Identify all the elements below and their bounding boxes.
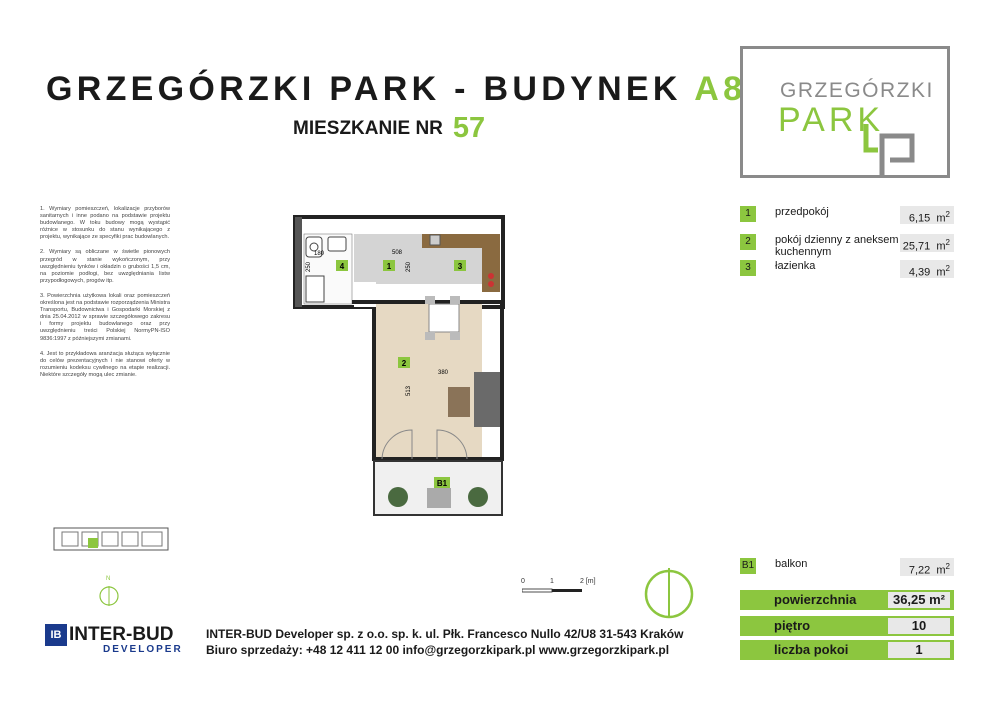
room-number: 1 [740,206,756,222]
stat-label: powierzchnia [774,592,857,607]
plan-label-4: 4 [339,262,345,271]
balcony-row [740,558,954,576]
stat-label: piętro [774,618,811,633]
room-area: 6,15 $m^2$ [900,206,954,224]
stat-value: 36,25 m² [888,592,950,608]
logo-line1: GRZEGÓRZKI [780,79,934,102]
logo-mark-icon [856,120,920,180]
title-text: GRZEGÓRZKI PARK - BUDYNEK [46,70,682,108]
subtitle-text: MIESZKANIE NR [293,118,443,139]
room-area: 4,39 $m^2$ [900,260,954,278]
ib-logo-box: IB [45,624,67,646]
note-2: 2. Wymiary są obliczane w świetle pionowych przegród w stanie wykończonym, przy uwzględnieniu tynków i okładzin o grubości 1,5 cm, na poziomie podłogi, bez uwzględniania listw przypodłogowych, progów itp. [40,249,170,284]
room-name: łazienka [775,260,816,272]
room-row [740,260,954,278]
scale-0: 0 [521,578,525,585]
stat-area [740,590,954,610]
note-1: 1. Wymiary pomieszczeń, lokalizacje przyborów sanitarnych i inne podano na podstawie projektu budowlanego. W toku budowy mogą wystąpić różnice w stosunku do stanu wynikającego z projektu, wynikające ze specyfiki prac budowlanych. [40,206,170,241]
scale-bar [522,588,584,594]
stat-label: liczba pokoi [774,642,849,657]
ib-logo-sub: DEVELOPER [103,644,183,655]
apartment-subtitle [293,112,485,145]
dim-380: 380 [438,370,449,376]
plan-label-2: 2 [401,359,407,368]
room-row [740,206,954,224]
room-name: pokój dzienny z aneksem kuchennym [775,234,899,258]
dim-513: 513 [406,385,412,396]
ib-logo-name: INTER-BUD [69,624,174,645]
dim-250a: 250 [306,261,312,272]
apartment-number: 57 [452,112,486,144]
scale-2: 2 [m] [580,578,596,585]
building-code: A8 [694,70,747,108]
room-number: 3 [740,260,756,276]
balcony-area: 7,22 $m^2$ [900,558,954,576]
page-title [46,70,746,109]
balcony-name: balkon [775,558,808,570]
notes [40,206,170,387]
compass-small-label: N [106,576,111,582]
building-key-plan [52,524,170,554]
room-row [740,234,954,258]
stat-floor [740,616,954,636]
dim-250b: 250 [406,261,412,272]
note-4: 4. Jest to przykładowa aranżacja służąca wyłącznie do celów prezentacyjnych i nie stanowi oferty w rozumieniu kodeksu cywilnego na etapie realizacji. Niektóre szczegóły mogą ulec zmianie. [40,350,170,378]
stat-value: 1 [888,642,950,658]
room-area: 25,71 $m^2$ [900,234,954,252]
stat-value: 10 [888,618,950,634]
plan-label-b1: B1 [436,479,448,488]
balcony-number: B1 [740,558,756,574]
compass-small-icon [98,580,122,608]
room-number: 2 [740,234,756,250]
compass-icon [642,560,696,620]
scale-1: 1 [550,578,554,585]
footer-address: INTER-BUD Developer sp. z o.o. sp. k. ul. Płk. Francesco Nullo 42/U8 31-543 Kraków [206,627,684,641]
note-3: 3. Powierzchnia użytkowa lokali oraz pomieszczeń określona jest na podstawie rozporządzenia Ministra Transportu, Budownictwa i Gospodarki Morskiej z dnia 25.04.2012 w sprawie szczegółowego zakresu i formy projektu budowlanego oraz przy uwzględnieniu treści Polskiej NormyPN-ISO 9836:1997 z późniejszymi zmianami. [40,292,170,342]
footer-contact: Biuro sprzedaży: +48 12 411 12 00 info@grzegorzkipark.pl www.grzegorzkipark.pl [206,643,670,657]
logo-line2: PARK [778,101,885,139]
plan-label-3: 3 [457,262,463,271]
floor-plan [292,212,510,518]
room-name: przedpokój [775,206,829,218]
dim-180: 180 [314,251,325,257]
stat-rooms [740,640,954,660]
plan-label-1: 1 [386,262,392,271]
dim-508: 508 [392,250,403,256]
